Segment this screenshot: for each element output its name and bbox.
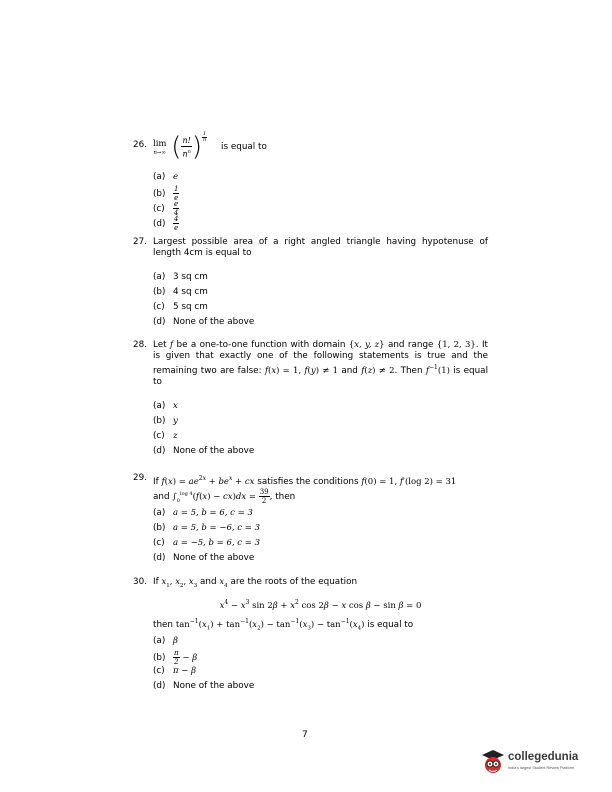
equation: $x^4 - x^3$ $\sin 2\beta + x^2$ cos 2β − x cos β − sin β = 0 xyxy=(219,598,422,611)
question-number: 27. xyxy=(133,237,147,247)
question-26 xyxy=(133,131,488,170)
brand-tagline: India's largest Student Review Platform xyxy=(508,766,575,770)
question-text: is equal to xyxy=(221,142,267,152)
page-number: 7 xyxy=(302,730,308,740)
question-text: If $x_1$, $x_2$, $x_3$ and $x_4$ are the roots of the equation $x^4 - x^3$ $\sin 2\beta + x^2$ cos 2β − x cos β − sin β = 0 then $\tan^{-1}(x_1) + \tan^{-1}(x_2) - \tan^{-1}(x_3) - \tan^{-1}(x_4)$ is equal to xyxy=(153,577,488,634)
limit-expression: lim n→∞ ( $\frac{n!}{n^n}$ ) $\frac{1}{n}$ xyxy=(153,131,207,163)
question-text: Let f be a one-to-one function with domain {x, y, z} and range {1, 2, 3}. It is given that exactly one of the following statements is true and the remaining two are false: f(x) = 1, f(y) ≠ 1 and f(z) ≠ 2. Then $f^{-1}(1)$ is equal to xyxy=(153,340,489,387)
question-text: If $f(x) = ae^{2x} + be^x$ + cx satisfies the conditions f(0) = 1, f′(log 2) = 31 and $\int_0^{log 4}(f(x) - cx)dx$ = $\frac{39}{2}$ , then xyxy=(153,475,457,505)
options-28: (a) x (b) y (c) z (d) None of the above xyxy=(153,401,255,456)
option-a: (a) e xyxy=(153,172,179,182)
question-28 xyxy=(133,340,488,388)
graduate-mascot-icon xyxy=(480,747,506,779)
question-text: Largest possible area of a right angled triangle having hypotenuse of length 4cm is equal to xyxy=(153,237,488,258)
option-b: (b) $\frac{1}{e}$ xyxy=(153,185,179,202)
question-27 xyxy=(133,237,488,261)
brand-name: collegedunia xyxy=(508,751,579,763)
question-number: 29. xyxy=(133,473,147,483)
options-29: (a) a = 5, b = 6, c = 3 (b) a = 5, b = −6, c = 3 (c) a = −5, b = 6, c = 3 (d) None of the above xyxy=(153,508,261,563)
question-number: 26. xyxy=(133,140,147,150)
collegedunia-logo xyxy=(480,745,595,780)
question-number: 28. xyxy=(133,340,147,350)
question-29 xyxy=(133,473,488,503)
option-c: (c) $\frac{e}{4}$ xyxy=(153,200,179,217)
options-26 xyxy=(153,170,179,230)
question-number: 30. xyxy=(133,577,147,587)
option-d: (d) $\frac{4}{e}$ xyxy=(153,215,179,232)
options-30: (a) β (b) $\frac{\pi}{2}$ − β (c) π − β (d) None of the above xyxy=(153,636,255,691)
question-30 xyxy=(133,577,488,632)
options-27: (a) 3 sq cm (b) 4 sq cm (c) 5 sq cm (d) None of the above xyxy=(153,272,255,327)
